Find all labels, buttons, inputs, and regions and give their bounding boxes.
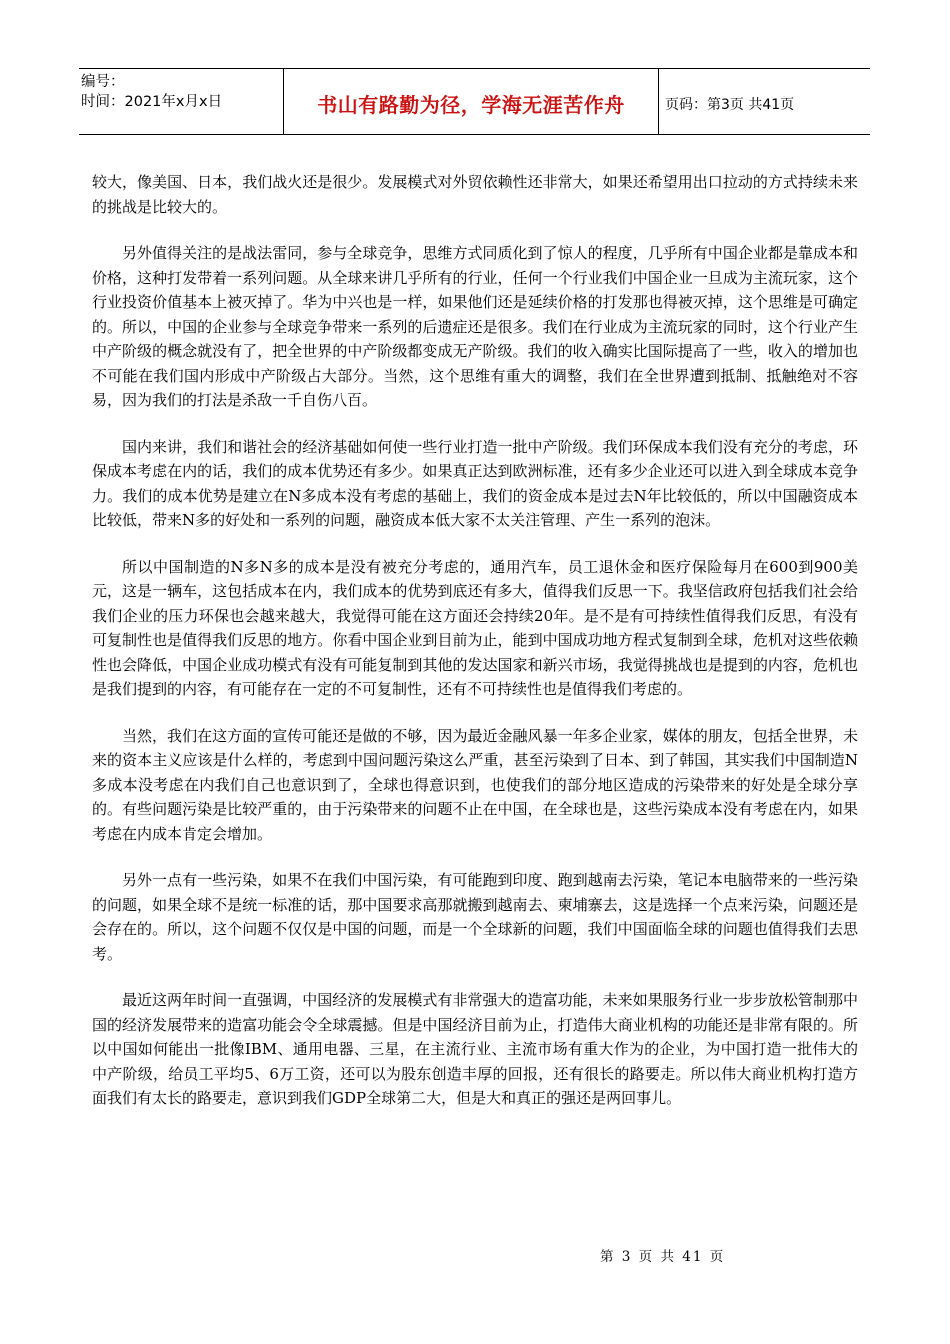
header-motto: 书山有路勤为径，学海无涯苦作舟 [317,93,625,117]
paragraph: 最近这两年时间一直强调，中国经济的发展模式有非常强大的造富功能，未来如果服务行业一步步放松管制那中国的经济发展带来的造富功能会令全球震撼。但是中国经济目前为止，打造伟大商业机构的功能还是非常有限的。所以中国如何能出一批像IBM、通用电器、三星，在主流行业、主流市场有重大作为的企业，为中国打造一批伟大的中产阶级，给员工平均5、6万工资，还可以为股东创造丰厚的回报，还有很长的路要走。所以伟大商业机构打造方面我们有太长的路要走，意识到我们GDP全球第二大，但是大和真正的强还是两回事儿。 [92,991,858,1107]
paragraph: 另外值得关注的是战法雷同，参与全球竞争，思维方式同质化到了惊人的程度，几乎所有中国企业都是靠成本和价格，这种打发带着一系列问题。从全球来讲几乎所有的行业，任何一个行业我们中国企业一旦成为主流玩家，这个行业投资价值基本上被灭掉了。华为中兴也是一样，如果他们还是延续价格的打发那也得被灭掉，这个思维是可确定的。所以，中国的企业参与全球竞争带来一系列的后遗症还是很多。我们在行业成为主流玩家的同时，这个行业产生中产阶级的概念就没有了，把全世界的中产阶级都变成无产阶级。我们的收入确实比国际提高了一些，收入的增加也不可能在我们国内形成中产阶级占大部分。当然，这个思维有重大的调整，我们在全世界遭到抵制、抵触绝对不容易，因为我们的打法是杀敌一千自伤八百。 [92,244,858,409]
paragraph: 另外一点有一些污染，如果不在我们中国污染，有可能跑到印度、跑到越南去污染，笔记本电脑带来的一些污染的问题，如果全球不是统一标准的话，那中国要求高那就搬到越南去、柬埔寨去，这是选择一个点来污染，问题还是会存在的。所以，这个问题不仅仅是中国的问题，而是一个全球新的问题，我们中国面临全球的问题也值得我们去思考。 [92,871,858,963]
document-body [92,170,858,1133]
paragraph: 较大，像美国、日本，我们战火还是很少。发展模式对外贸依赖性还非常大，如果还希望用出口拉动的方式持续未来的挑战是比较大的。 [92,173,858,216]
paragraph: 当然，我们在这方面的宣传可能还是做的不够，因为最近金融风暴一年多企业家，媒体的朋友，包括全世界，未来的资本主义应该是什么样的，考虑到中国问题污染这么严重，甚至污染到了日本、到了韩国，其实我们中国制造N多成本没考虑在内我们自己也意识到了，全球也得意识到，也使我们的部分地区造成的污染带来的好处是全球分享的。有些问题污染是比较严重的，由于污染带来的问题不止在中国，在全球也是，这些污染成本没有考虑在内，如果考虑在内成本肯定会增加。 [92,726,858,843]
page-footer: 第 3 页 共 41 页 [600,1249,726,1265]
header-motto-cell [284,69,659,134]
header-page-number: 页码：第3页 共41页 [665,96,795,113]
paragraph: 国内来讲，我们和谐社会的经济基础如何使一些行业打造一批中产阶级。我们环保成本我们没有充分的考虑，环保成本考虑在内的话，我们的成本优势还有多少。如果真正达到欧洲标准，还有多少企业还可以进入到全球成本竞争力。我们的成本优势是建立在N多成本没有考虑的基础上，我们的资金成本是过去N年比较低的，所以中国融资成本比较低，带来N多的好处和一系列的问题，融资成本低大家不太关注管理、产生一系列的泡沫。 [92,437,858,529]
document-header [79,68,870,135]
document-time: 时间：2021年x月x日 [81,94,223,110]
paragraph: 所以中国制造的N多N多的成本是没有被充分考虑的，通用汽车，员工退休金和医疗保险每月在600到900美元，这是一辆车，这包括成本在内，我们成本的优势到底还有多大，值得我们反思一下。我坚信政府包括我们社会给我们企业的压力环保也会越来越大，我觉得可能在这方面还会持续20年。是不是有可持续性值得我们反思，有没有可复制性也是值得我们反思的地方。你看中国企业到目前为止，能到中国成功地方程式复制到全球，危机对这些依赖性也会降低，中国企业成功模式有没有可能复制到其他的发达国家和新兴市场，我觉得挑战也是提到的内容，危机也是我们提到的内容，有可能存在一定的不可复制性，还有不可持续性也是值得我们考虑的。 [92,557,858,698]
document-number: 编号： [81,74,125,90]
header-meta [79,69,284,134]
